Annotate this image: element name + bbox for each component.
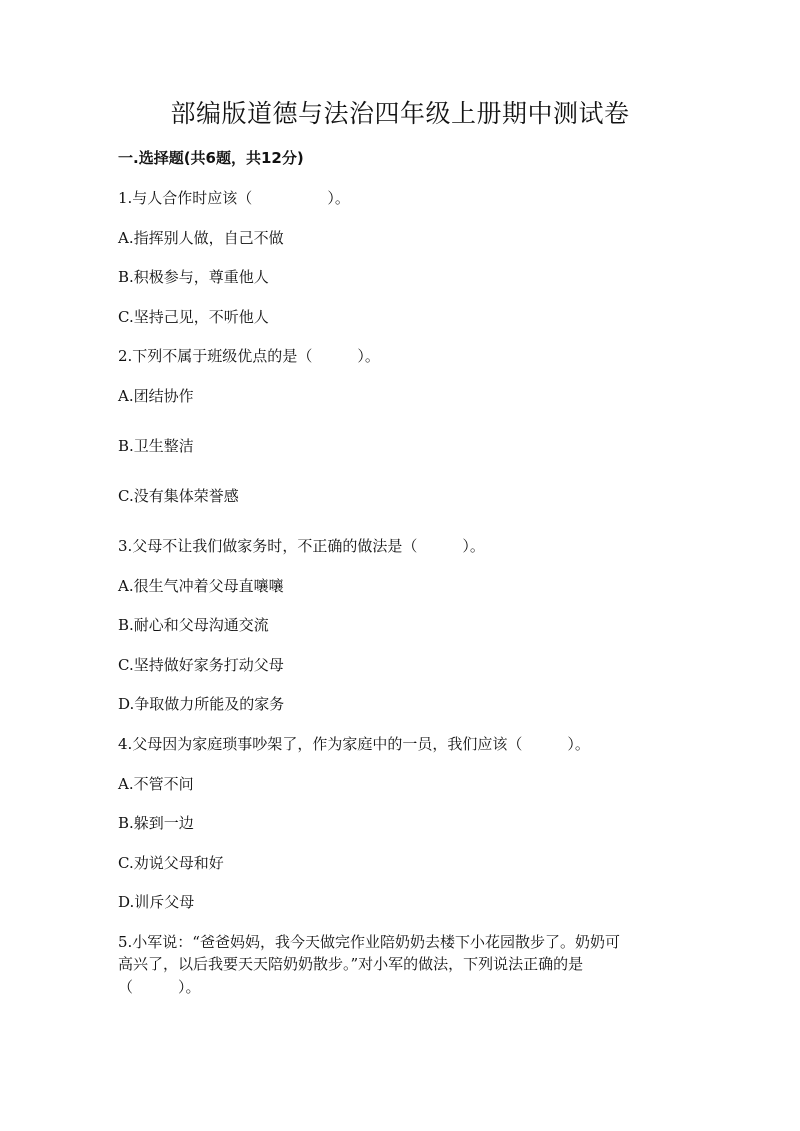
question-3-option-a: A.很生气冲着父母直嚷嚷 [118, 577, 284, 595]
question-2-stem: 2.下列不属于班级优点的是（ ）。 [118, 347, 380, 365]
page-title: 部编版道德与法治四年级上册期中测试卷 [170, 99, 630, 128]
question-5-stem-line-2: 高兴了，以后我要天天陪奶奶散步。”对小军的做法，下列说法正确的是 [118, 955, 584, 973]
question-2-option-a: A.团结协作 [118, 387, 194, 405]
question-1-option-b: B.积极参与，尊重他人 [118, 268, 269, 286]
question-4-option-c: C.劝说父母和好 [118, 854, 224, 872]
question-4-option-b: B.躲到一边 [118, 814, 194, 832]
question-3-stem: 3.父母不让我们做家务时，不正确的做法是（ ）。 [118, 537, 485, 555]
question-2-option-c: C.没有集体荣誉感 [118, 487, 239, 505]
section-heading: 一.选择题(共6题，共12分) [118, 149, 304, 167]
question-3-option-b: B.耐心和父母沟通交流 [118, 616, 269, 634]
question-5-stem-line-1: 5.小军说：“爸爸妈妈，我今天做完作业陪奶奶去楼下小花园散步了。奶奶可 [118, 933, 620, 951]
question-2-option-b: B.卫生整洁 [118, 437, 194, 455]
question-3-option-c: C.坚持做好家务打动父母 [118, 656, 284, 674]
question-1-stem: 1.与人合作时应该（ ）。 [118, 189, 350, 207]
question-5-stem-line-3: （ ）。 [118, 978, 201, 996]
question-4-option-a: A.不管不问 [118, 775, 194, 793]
question-4-option-d: D.训斥父母 [118, 893, 195, 911]
question-3-option-d: D.争取做力所能及的家务 [118, 695, 285, 713]
question-4-stem: 4.父母因为家庭琐事吵架了，作为家庭中的一员，我们应该（ ）。 [118, 735, 590, 753]
question-1-option-c: C.坚持己见，不听他人 [118, 308, 269, 326]
question-1-option-a: A.指挥别人做，自己不做 [118, 229, 284, 247]
